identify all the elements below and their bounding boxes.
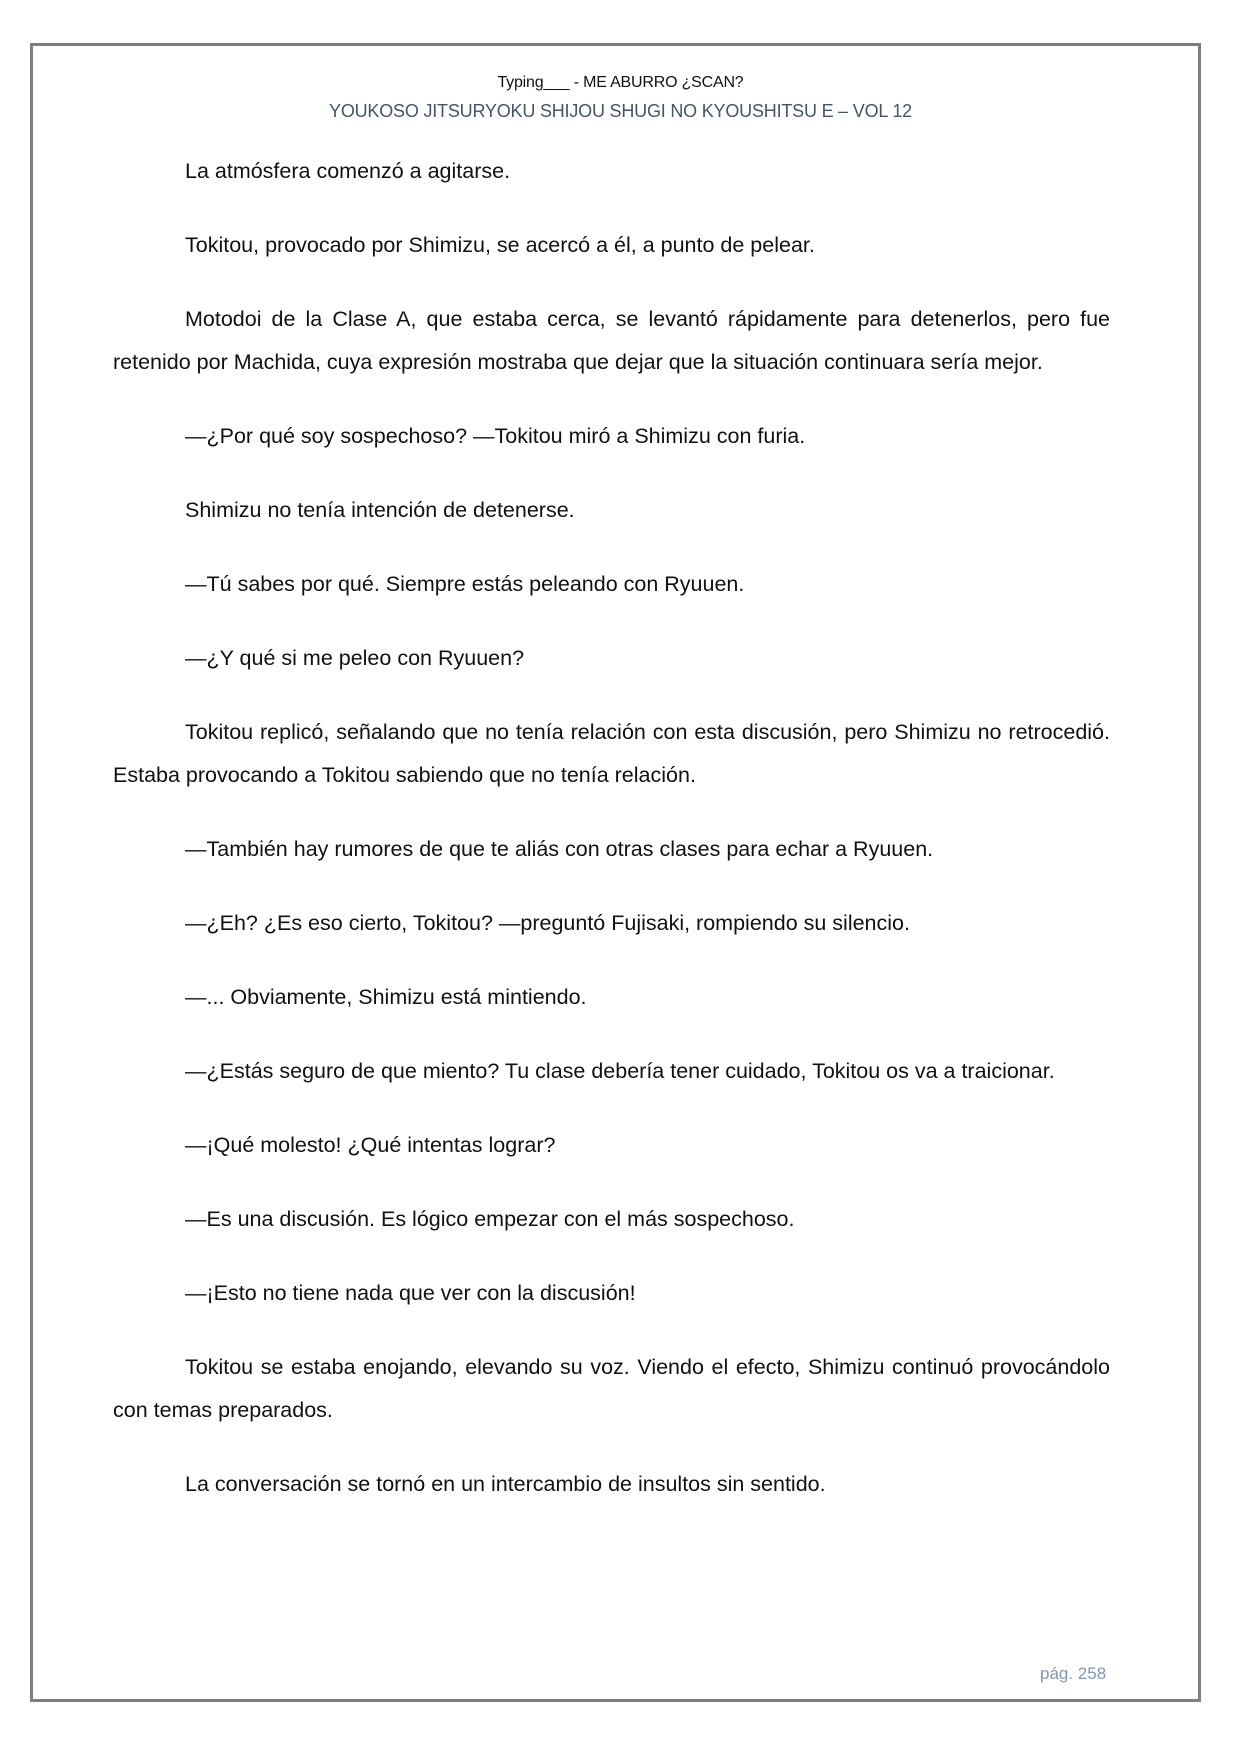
paragraph: —¡Qué molesto! ¿Qué intentas lograr? [185, 1133, 556, 1157]
paragraph: —¿Por qué soy sospechoso? —Tokitou miró a Shimizu con furia. [185, 424, 806, 448]
paragraph: Shimizu no tenía intención de detenerse. [185, 498, 575, 522]
paragraph: —... Obviamente, Shimizu está mintiendo. [185, 985, 587, 1009]
page-number: pág. 258 [1040, 1664, 1107, 1683]
paragraph: —Es una discusión. Es lógico empezar con el más sospechoso. [185, 1207, 795, 1231]
header-credit: Typing___ - ME ABURRO ¿SCAN? [497, 74, 744, 91]
document-body [113, 150, 1110, 1537]
paragraph: —Tú sabes por qué. Siempre estás peleando con Ryuuen. [185, 572, 745, 596]
paragraph: —¿Eh? ¿Es eso cierto, Tokitou? —preguntó Fujisaki, rompiendo su silencio. [185, 911, 910, 935]
paragraph: Motodoi de la Clase A, que estaba cerca, se levantó rápidamente para detenerlos, pero fue retenido por Machida, cuya expresión mostraba que dejar que la situación continuara sería mejor. [113, 307, 1110, 374]
paragraph: —También hay rumores de que te aliás con otras clases para echar a Ryuuen. [185, 837, 934, 861]
paragraph: Tokitou se estaba enojando, elevando su voz. Viendo el efecto, Shimizu continuó provocándolo con temas preparados. [113, 1355, 1110, 1422]
paragraph: —¡Esto no tiene nada que ver con la discusión! [185, 1281, 636, 1305]
paragraph: —¿Y qué si me peleo con Ryuuen? [185, 646, 525, 670]
paragraph: La conversación se tornó en un intercambio de insultos sin sentido. [185, 1472, 826, 1496]
paragraph: Tokitou replicó, señalando que no tenía relación con esta discusión, pero Shimizu no retrocedió. Estaba provocando a Tokitou sabiendo que no tenía relación. [113, 720, 1110, 787]
paragraph: La atmósfera comenzó a agitarse. [185, 159, 511, 183]
header-title: YOUKOSO JITSURYOKU SHIJOU SHUGI NO KYOUSHITSU E – VOL 12 [329, 101, 912, 121]
paragraph: —¿Estás seguro de que miento? Tu clase debería tener cuidado, Tokitou os va a traicionar. [185, 1059, 1055, 1083]
paragraph: Tokitou, provocado por Shimizu, se acercó a él, a punto de pelear. [185, 233, 815, 257]
